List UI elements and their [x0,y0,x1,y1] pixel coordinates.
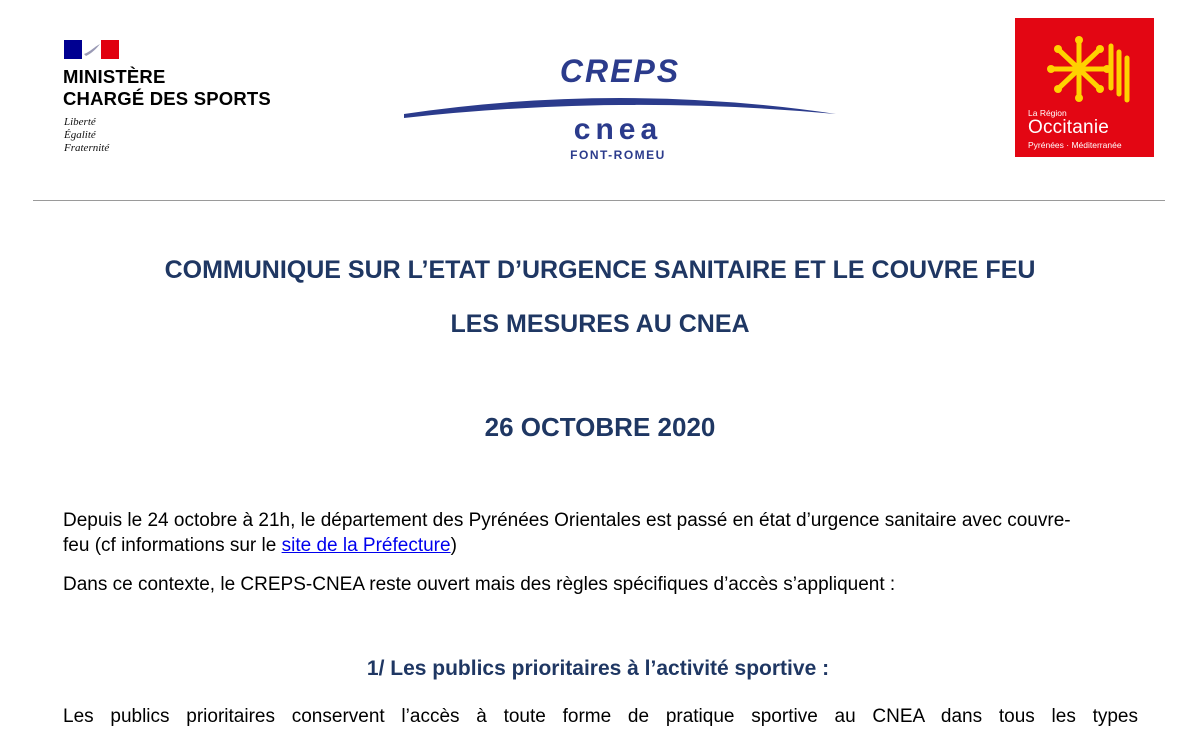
font-romeu-text: FONT-ROMEU [570,148,666,162]
paragraph-intro-close: ) [450,535,457,556]
document-date: 26 OCTOBRE 2020 [484,412,716,442]
motto-liberte: Liberté [64,116,96,128]
region-subtitle: Pyrénées · Méditerranée [1028,140,1122,150]
paragraph-priority-publics: Les publics prioritaires conservent l’accès à toute forme de pratique sportive au CNEA dans tous les types [63,706,1138,727]
paragraph-context: Dans ce contexte, le CREPS-CNEA reste ouvert mais des règles spécifiques d’accès s’appliquent : [63,574,896,595]
header-divider [33,200,1165,201]
motto-egalite: Égalité [64,129,96,141]
region-small-label: La Région [1028,108,1067,118]
motto-fraternite: Fraternité [64,142,110,154]
section-heading-priority-publics: 1/ Les publics prioritaires à l’activité sportive : [366,657,830,680]
paragraph-intro-text: feu (cf informations sur le [63,535,282,556]
ministry-name-line2: CHARGÉ DES SPORTS [63,88,271,109]
cnea-text: cnea [573,113,663,146]
ministry-name-line1: MINISTÈRE [63,66,166,87]
creps-brand-text: CREPS [559,53,681,89]
document-title-line2: LES MESURES AU CNEA [450,310,750,338]
paragraph-intro-line1: Depuis le 24 octobre à 21h, le département des Pyrénées Orientales est passé en état d’urgence sanitaire avec couvre- [63,510,1071,531]
paragraph-intro-line2 [63,533,1138,558]
document-title-line1: COMMUNIQUE SUR L’ETAT D’URGENCE SANITAIRE ET LE COUVRE FEU [164,256,1036,284]
prefecture-site-link[interactable]: site de la Préfecture [281,535,451,556]
paragraph-intro [63,508,1138,558]
french-republic-flag-logo [64,40,119,59]
region-name: Occitanie [1028,117,1110,138]
creps-cnea-logo [400,52,840,167]
